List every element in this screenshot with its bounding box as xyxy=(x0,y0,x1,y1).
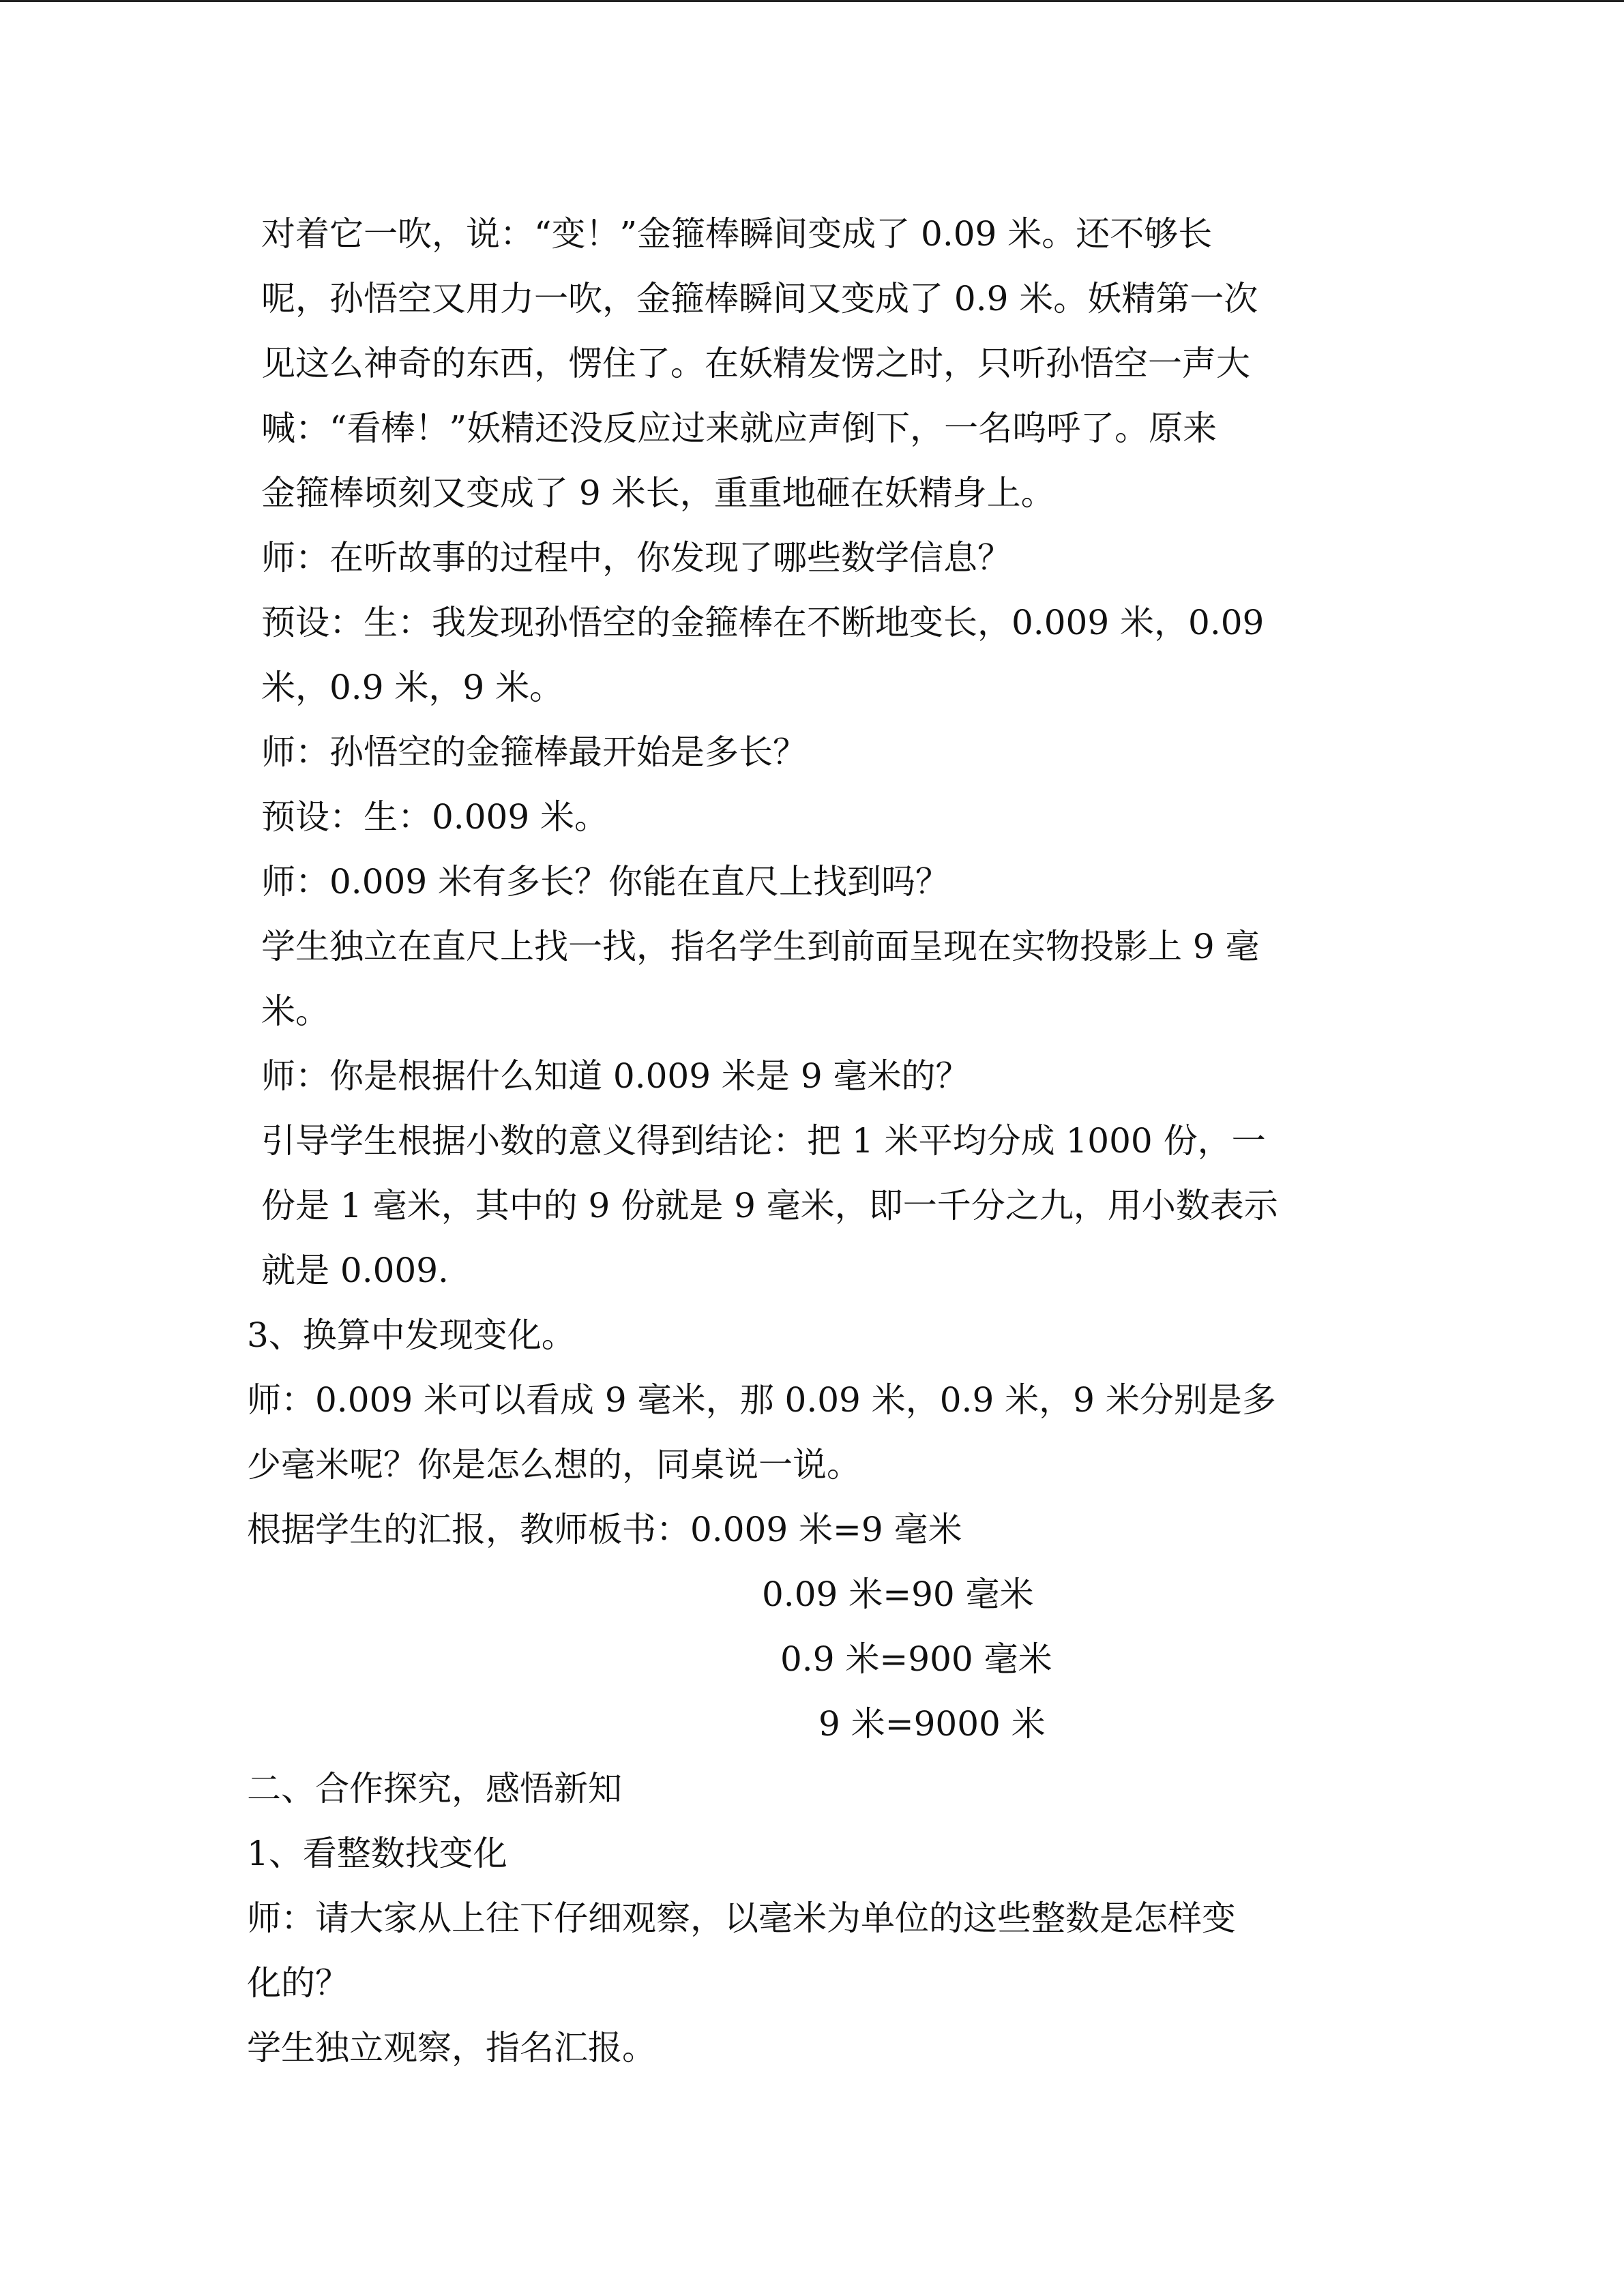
student-answer: 预设：生：我发现孙悟空的金箍棒在不断地变长，0.009 米，0.09 xyxy=(261,603,1265,642)
story-line: 金箍棒顷刻又变成了 9 米长，重重地砸在妖精身上。 xyxy=(261,473,1055,513)
teacher-question: 少毫米呢？你是怎么想的，同桌说一说。 xyxy=(247,1445,861,1485)
story-line: 见这么神奇的东西，愣住了。在妖精发愣之时，只听孙悟空一声大 xyxy=(261,344,1250,383)
teacher-question: 师：0.009 米有多长？你能在直尺上找到吗？ xyxy=(261,862,950,901)
teacher-question: 师：孙悟空的金箍棒最开始是多长？ xyxy=(261,732,807,772)
subsection-heading: 1、看整数找变化 xyxy=(247,1834,507,1873)
conclusion-text: 就是 0.009. xyxy=(261,1251,449,1290)
student-answer: 预设：生：0.009 米。 xyxy=(261,797,609,837)
board-equation: 0.9 米=900 毫米 xyxy=(780,1639,1052,1679)
section-heading: 3、换算中发现变化。 xyxy=(247,1315,576,1355)
teacher-question: 师：你是根据什么知道 0.009 米是 9 毫米的？ xyxy=(261,1056,970,1096)
teacher-question: 师：0.009 米可以看成 9 毫米，那 0.09 米，0.9 米，9 米分别是多 xyxy=(247,1380,1276,1420)
story-line: 喊：“看棒！”妖精还没反应过来就应声倒下，一名呜呼了。原来 xyxy=(261,408,1217,448)
section-heading: 二、合作探究，感悟新知 xyxy=(247,1769,622,1808)
conclusion-text: 份是 1 毫米，其中的 9 份就是 9 毫米，即一千分之九，用小数表示 xyxy=(261,1186,1278,1225)
story-line: 呢，孙悟空又用力一吹，金箍棒瞬间又变成了 0.9 米。妖精第一次 xyxy=(261,279,1258,318)
page-top-border xyxy=(0,0,1624,2)
story-line: 对着它一吹，说：“变！”金箍棒瞬间变成了 0.09 米。还不够长 xyxy=(261,214,1213,254)
teacher-question: 师：在听故事的过程中，你发现了哪些数学信息？ xyxy=(261,538,1012,578)
board-equation: 0.09 米=90 毫米 xyxy=(762,1575,1034,1614)
teacher-question: 化的？ xyxy=(247,1963,349,2003)
teacher-question: 师：请大家从上往下仔细观察，以毫米为单位的这些整数是怎样变 xyxy=(247,1898,1236,1938)
board-writing: 根据学生的汇报，教师板书：0.009 米=9 毫米 xyxy=(247,1510,962,1549)
activity-text: 米。 xyxy=(261,992,329,1031)
activity-text: 学生独立观察，指名汇报。 xyxy=(247,2028,656,2068)
student-answer: 米，0.9 米，9 米。 xyxy=(261,668,564,707)
conclusion-text: 引导学生根据小数的意义得到结论：把 1 米平均分成 1000 份，一 xyxy=(261,1121,1266,1161)
activity-text: 学生独立在直尺上找一找，指名学生到前面呈现在实物投影上 9 毫 xyxy=(261,927,1260,966)
document-body xyxy=(247,202,1372,2081)
board-equation: 9 米=9000 米 xyxy=(818,1704,1046,1744)
